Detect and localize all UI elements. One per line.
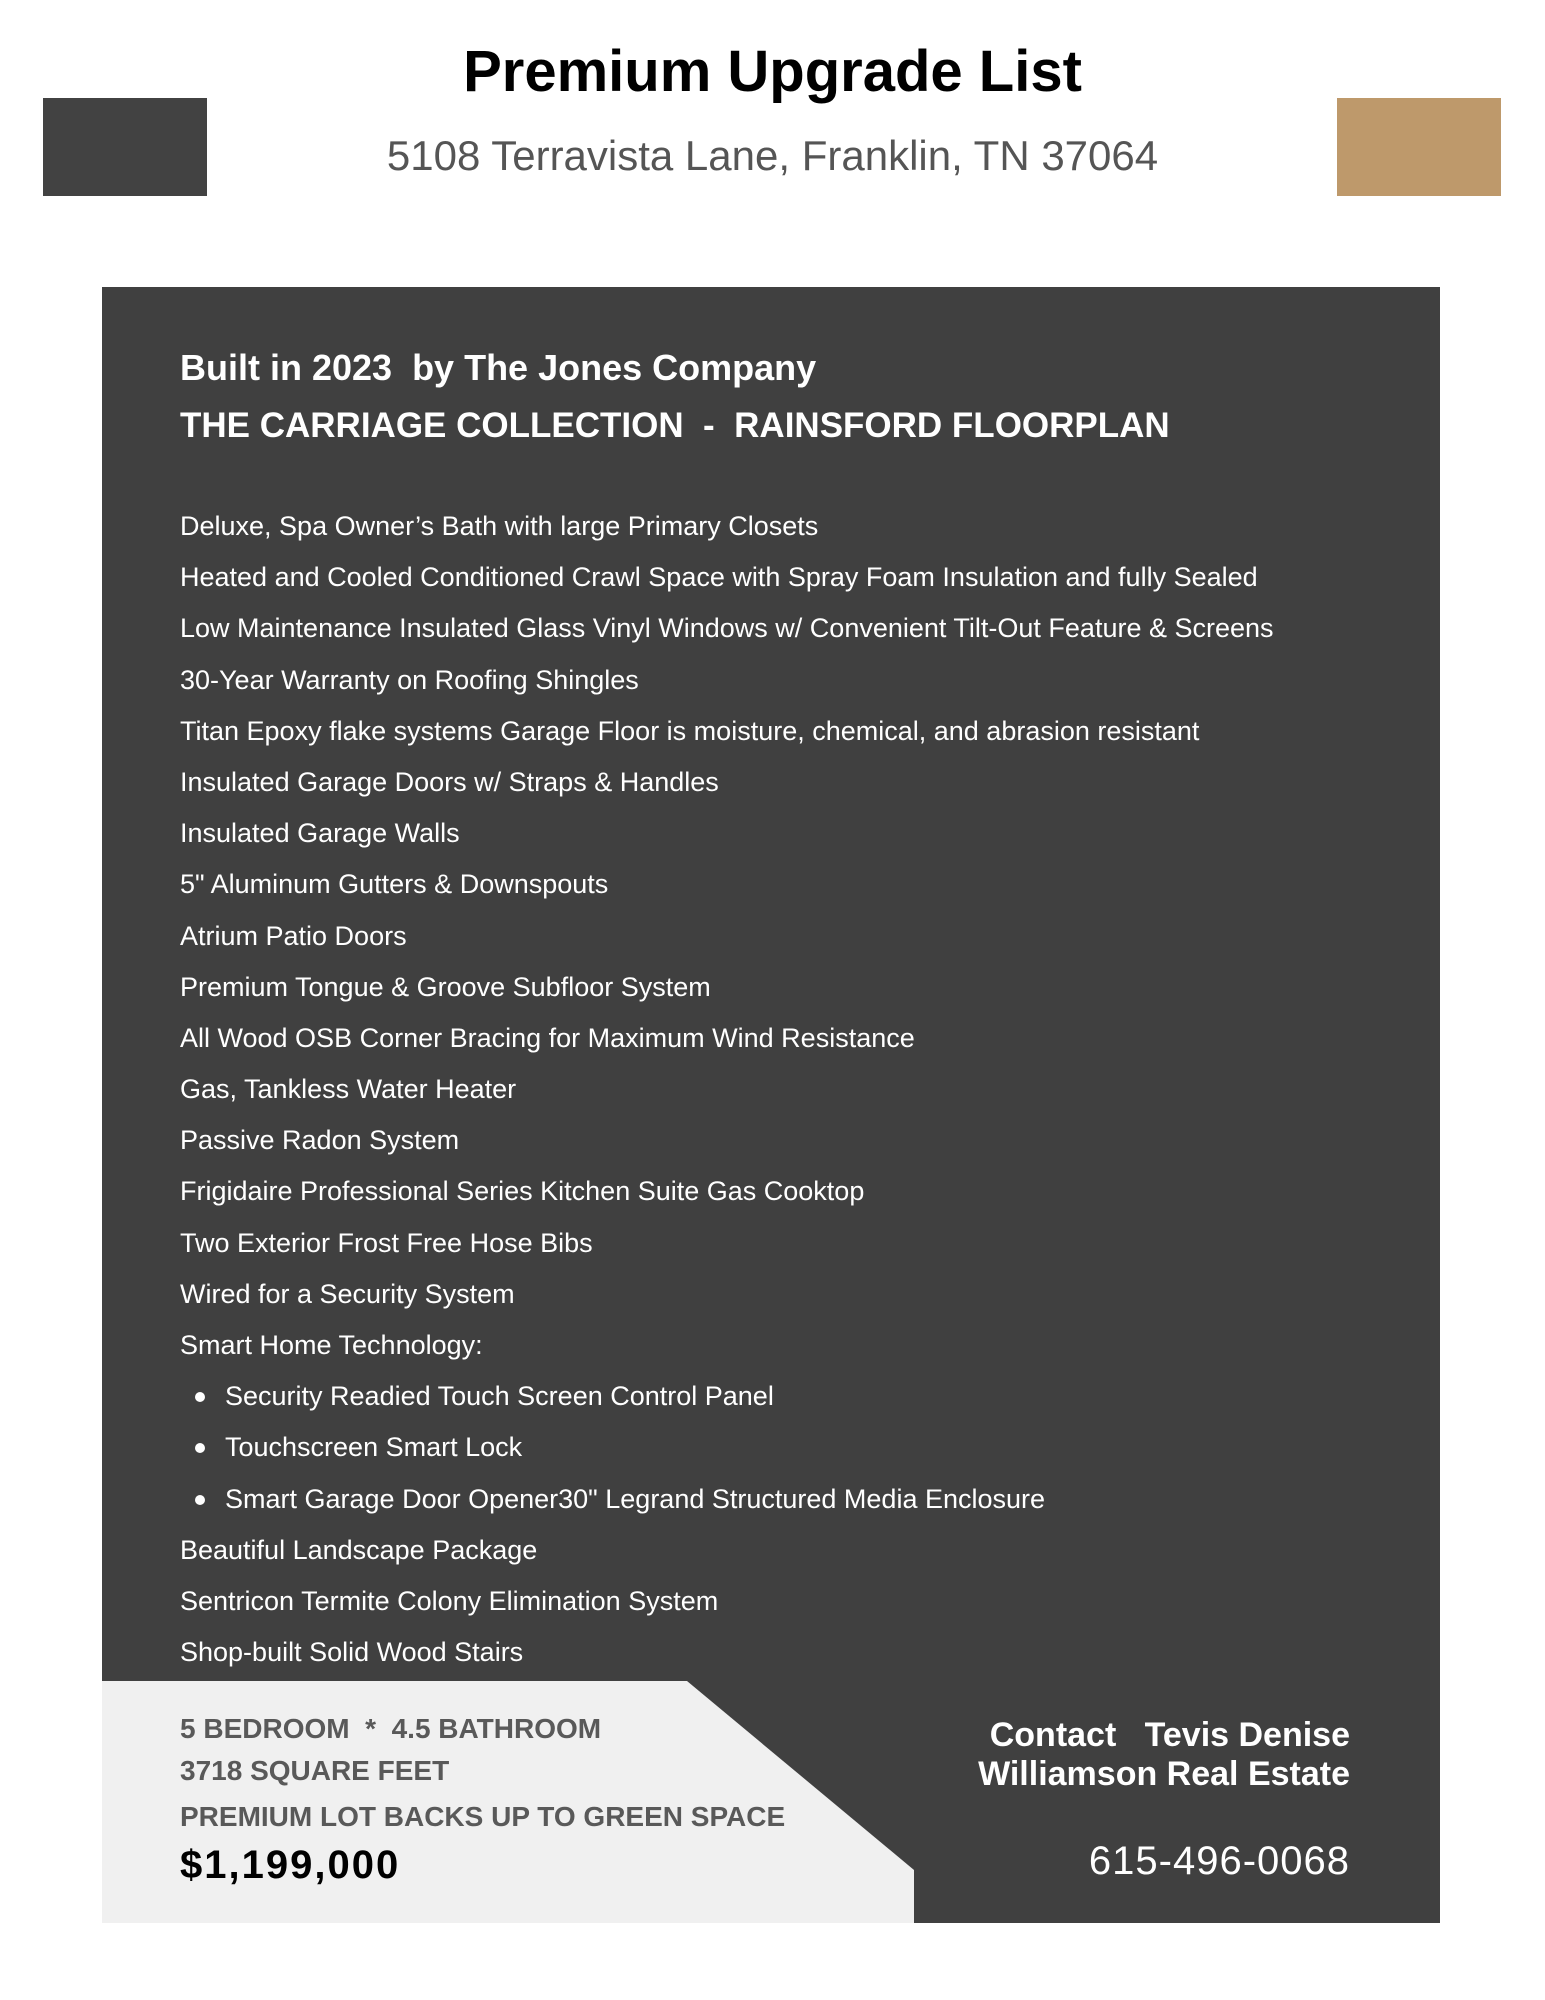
bullet-item bbox=[180, 1422, 1274, 1473]
bullet-item bbox=[180, 1474, 1274, 1525]
bullet-label: Smart Garage Door Opener30" Legrand Structured Media Enclosure bbox=[225, 1483, 1046, 1514]
list-item: 5" Aluminum Gutters & Downspouts bbox=[180, 869, 609, 900]
list-item: Titan Epoxy flake systems Garage Floor is moisture, chemical, and abrasion resistant bbox=[180, 715, 1200, 746]
list-item: Low Maintenance Insulated Glass Vinyl Windows w/ Convenient Tilt-Out Feature & Screens bbox=[180, 613, 1274, 644]
list-item: Sentricon Termite Colony Elimination System bbox=[180, 1585, 719, 1616]
upgrade-panel bbox=[102, 287, 1440, 1923]
list-item: Insulated Garage Doors w/ Straps & Handles bbox=[180, 766, 719, 797]
list-item: Wired for a Security System bbox=[180, 1278, 515, 1309]
list-item: Shop-built Solid Wood Stairs bbox=[180, 1637, 524, 1668]
list-item: Frigidaire Professional Series Kitchen Suite Gas Cooktop bbox=[180, 1176, 865, 1207]
bullet-item bbox=[180, 1371, 1274, 1422]
phone-number: 615-496-0068 bbox=[1088, 1839, 1350, 1883]
square-feet: 3718 SQUARE FEET bbox=[180, 1755, 450, 1786]
price: $1,199,000 bbox=[180, 1843, 401, 1887]
list-item: Smart Home Technology: bbox=[180, 1330, 483, 1360]
list-item: Two Exterior Frost Free Hose Bibs bbox=[180, 1227, 593, 1258]
bullet-label: Security Readied Touch Screen Control Panel bbox=[225, 1381, 774, 1412]
list-item: Insulated Garage Walls bbox=[180, 818, 460, 849]
bullet-icon bbox=[195, 1392, 205, 1402]
bullet-label: Touchscreen Smart Lock bbox=[225, 1432, 523, 1463]
contact-block bbox=[978, 1716, 1350, 1794]
beds-baths: 5 BEDROOM * 4.5 BATHROOM bbox=[180, 1713, 602, 1744]
list-item: Passive Radon System bbox=[180, 1125, 460, 1156]
list-item: 30-Year Warranty on Roofing Shingles bbox=[180, 664, 639, 695]
page-title: Premium Upgrade List bbox=[463, 39, 1082, 104]
collection-line: THE CARRIAGE COLLECTION - RAINSFORD FLOORPLAN bbox=[180, 406, 1170, 445]
contact-name: Contact Tevis Denise bbox=[989, 1716, 1350, 1754]
lot-description: PREMIUM LOT BACKS UP TO GREEN SPACE bbox=[180, 1801, 786, 1832]
list-item: Deluxe, Spa Owner’s Bath with large Primary Closets bbox=[180, 511, 819, 541]
list-item: All Wood OSB Corner Bracing for Maximum Wind Resistance bbox=[180, 1022, 915, 1053]
builder-line: Built in 2023 by The Jones Company bbox=[180, 347, 817, 388]
property-address: 5108 Terravista Lane, Franklin, TN 37064 bbox=[386, 132, 1159, 179]
bullet-icon bbox=[195, 1495, 205, 1505]
contact-company: Williamson Real Estate bbox=[978, 1755, 1350, 1793]
list-item: Premium Tongue & Groove Subfloor System bbox=[180, 971, 711, 1002]
list-item: Beautiful Landscape Package bbox=[180, 1534, 538, 1565]
bullet-icon bbox=[195, 1443, 205, 1453]
smart-home-sublist bbox=[180, 1371, 1274, 1525]
feature-list bbox=[180, 501, 1274, 1678]
list-item: Gas, Tankless Water Heater bbox=[180, 1074, 517, 1105]
list-item: Heated and Cooled Conditioned Crawl Space with Spray Foam Insulation and fully Sealed bbox=[180, 562, 1258, 593]
list-item: Atrium Patio Doors bbox=[180, 920, 407, 951]
